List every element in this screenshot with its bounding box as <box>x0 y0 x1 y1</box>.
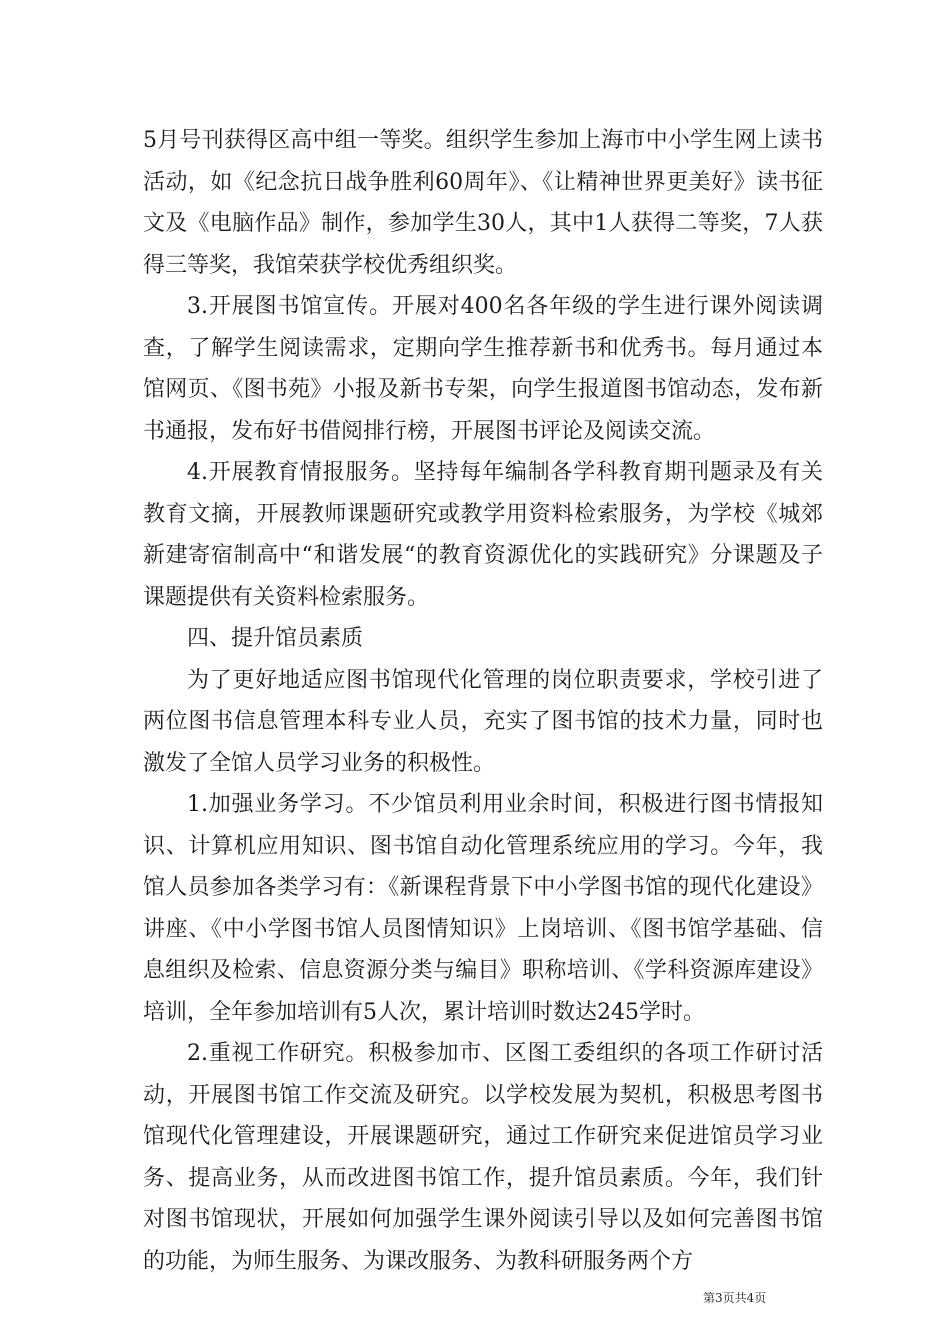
paragraph-staff-intro: 为了更好地适应图书馆现代化管理的岗位职责要求，学校引进了两位图书信息管理本科专业人员，充实了图书馆的技术力量，同时也激发了全馆人员学习业务的积极性。 <box>143 667 823 776</box>
document-body <box>143 120 823 1282</box>
paragraph-continued: 5月号刊获得区高中组一等奖。组织学生参加上海市中小学生网上读书活动，如《纪念抗日战争胜利60周年》、《让精神世界更美好》读书征文及《电脑作品》制作，参加学生30人，其中1人获得二等奖，7人获得三等奖，我馆荣获学校优秀组织奖。 <box>143 128 823 278</box>
paragraph-business-study: 1.加强业务学习。不少馆员利用业余时间，积极进行图书情报知识、计算机应用知识、图书馆自动化管理系统应用的学习。今年，我馆人员参加各类学习有：《新课程背景下中小学图书馆的现代化建设》讲座、《中小学图书馆人员图情知识》上岗培训、《图书馆学基础、信息组织及检索、信息资源分类与编目》职称培训、《学科资源库建设》培训，全年参加培训有5人次，累计培训时数达245学时。 <box>143 792 823 1025</box>
page-number-footer: 第3页共4页 <box>703 1291 767 1305</box>
paragraph-library-publicity: 3.开展图书馆宣传。开展对400名各年级的学生进行课外阅读调查，了解学生阅读需求，定期向学生推荐新书和优秀书。每月通过本馆网页、《图书苑》小报及新书专架，向学生报道图书馆动态，发布新书通报，发布好书借阅排行榜，开展图书评论及阅读交流。 <box>143 294 823 444</box>
paragraph-education-info-service: 4.开展教育情报服务。坚持每年编制各学科教育期刊题录及有关教育文摘，开展教师课题研究或教学用资料检索服务，为学校《城郊新建寄宿制高中“和谐发展“的教育资源优化的实践研究》分课题及子课题提供有关资料检索服务。 <box>143 460 823 610</box>
paragraph-work-research: 2.重视工作研究。积极参加市、区图工委组织的各项工作研讨活动，开展图书馆工作交流及研究。以学校发展为契机，积极思考图书馆现代化管理建设，开展课题研究，通过工作研究来促进馆员学习业务、提高业务，从而改进图书馆工作，提升馆员素质。今年，我们针对图书馆现状，开展如何加强学生课外阅读引导以及如何完善图书馆的功能，为师生服务、为课改服务、为教科研服务两个方 <box>143 1041 823 1274</box>
section-heading-staff-quality: 四、提升馆员素质 <box>187 626 364 651</box>
